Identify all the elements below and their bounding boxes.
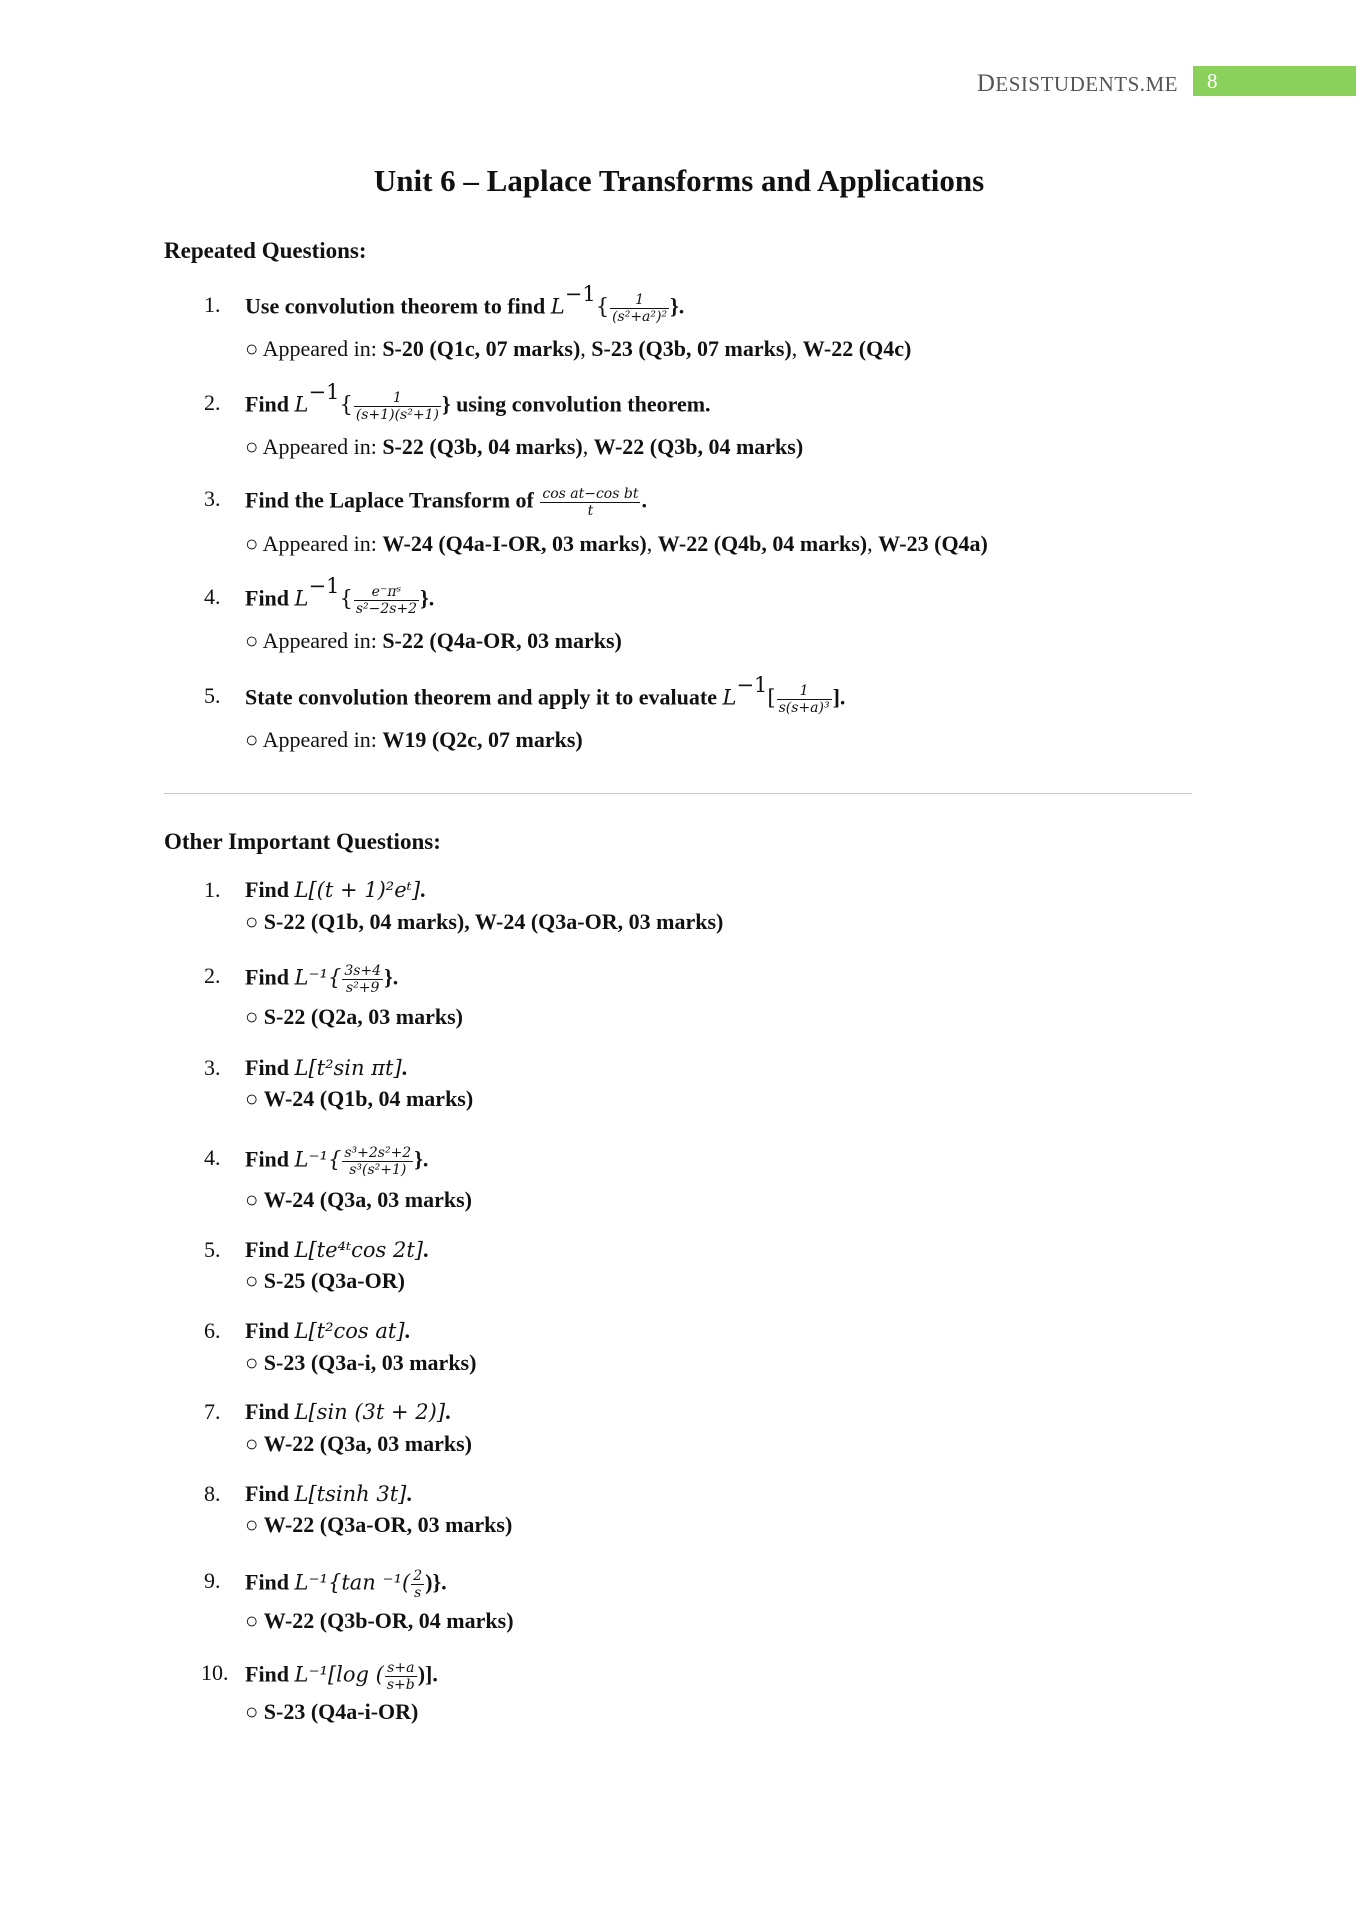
other-question-5-refs: ○ S-25 (Q3a-OR)	[245, 1268, 405, 1293]
repeated-question-5-refs: ○ Appeared in: W19 (Q2c, 07 marks)	[245, 727, 583, 752]
fraction: $\frac{s+a}{s+b}$	[386, 1660, 415, 1694]
other-question-2-refs: ○ S-22 (Q2a, 03 marks)	[245, 1004, 464, 1029]
page-number: 8	[1207, 69, 1218, 93]
other-question-1-refs: ○ S-22 (Q1b, 04 marks), W-24 (Q3a-OR, 03 marks)	[245, 909, 724, 934]
repeated-question-1-refs: ○ Appeared in: S-20 (Q1c, 07 marks), S-23 (Q3b, 07 marks), W-22 (Q4c)	[245, 336, 912, 361]
other-question-3-refs: ○ W-24 (Q1b, 04 marks)	[245, 1086, 474, 1111]
fraction: $\frac{\text{e⁻ᴨˢ}}{\text{s²−2s+2}}$	[355, 584, 418, 618]
other-question-9-refs: ○ W-22 (Q3b-OR, 04 marks)	[245, 1608, 514, 1633]
fraction: $\frac{\text{s³+2s²+2}}{\text{s³(s²+1)}}$	[344, 1145, 412, 1179]
section-divider	[164, 793, 1192, 794]
repeated-question-4-refs: ○ Appeared in: S-22 (Q4a-OR, 03 marks)	[245, 628, 622, 653]
other-question-4-refs: ○ W-24 (Q3a, 03 marks)	[245, 1187, 472, 1212]
site-name: DESISTUDENTS.ME	[976, 70, 1178, 97]
page-title: Unit 6 – Laplace Transforms and Applications	[373, 163, 985, 198]
fraction: $\frac{2}{s}$	[413, 1568, 423, 1602]
fraction: $\frac{3s+4}{\text{s²+9}}$	[344, 963, 382, 997]
page-number-badge	[1193, 66, 1356, 96]
other-question-8-refs: ○ W-22 (Q3a-OR, 03 marks)	[245, 1512, 513, 1537]
repeated-question-3-refs: ○ Appeared in: W-24 (Q4a-I-OR, 03 marks), W-22 (Q4b, 04 marks), W-23 (Q4a)	[245, 531, 988, 556]
fraction: $\frac{1}{\text{(s²+a²)²}}$	[612, 292, 668, 326]
repeated-questions-heading: Repeated Questions:	[164, 238, 367, 263]
other-question-7-refs: ○ W-22 (Q3a, 03 marks)	[245, 1431, 472, 1456]
other-questions-heading: Other Important Questions:	[164, 829, 441, 854]
other-question-10-refs: ○ S-23 (Q4a-i-OR)	[245, 1699, 419, 1724]
page-header	[0, 66, 1358, 96]
repeated-question-2-refs: ○ Appeared in: S-22 (Q3b, 04 marks), W-22 (Q3b, 04 marks)	[245, 434, 804, 459]
other-question-6-refs: ○ S-23 (Q3a-i, 03 marks)	[245, 1350, 477, 1375]
fraction: $\frac{\text{cos at−cos bt}}{t}$	[542, 486, 639, 520]
fraction: $\frac{1}{\text{s(s+a)³}}$	[778, 683, 830, 717]
fraction: $\frac{1}{\text{(s+1)(s²+1)}}$	[355, 390, 439, 424]
